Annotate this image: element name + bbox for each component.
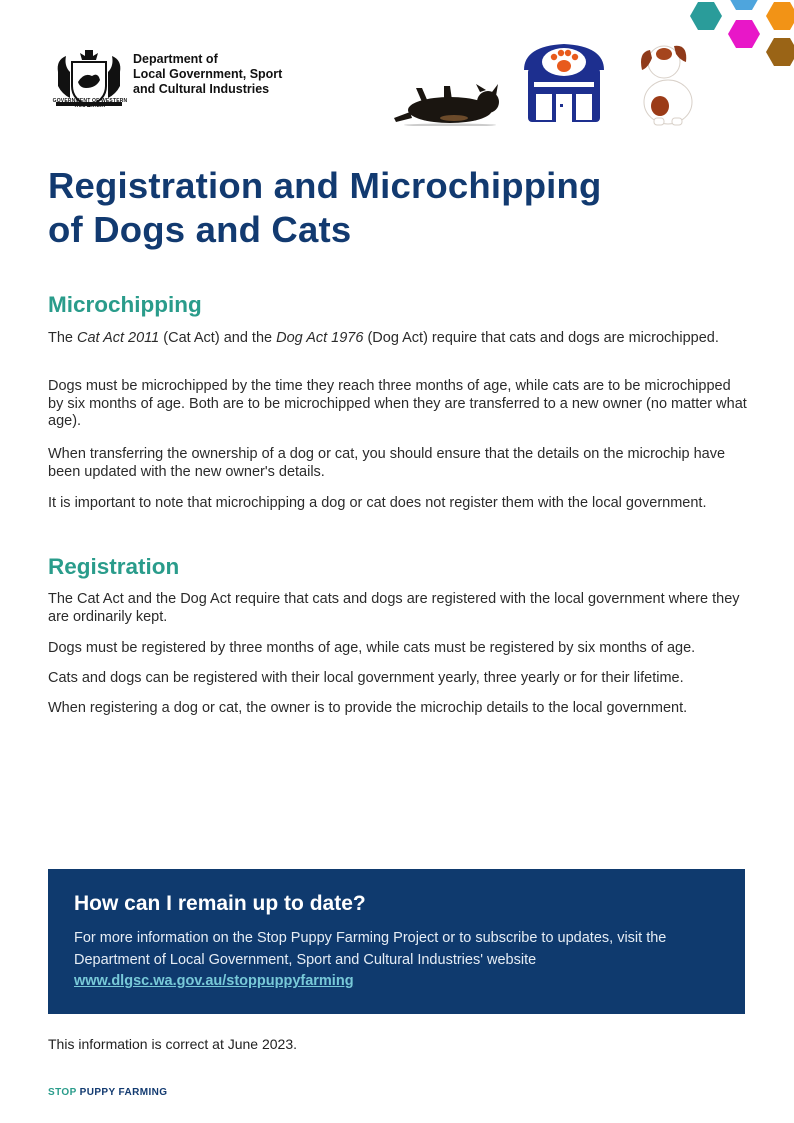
registration-heading: Registration	[48, 554, 180, 579]
black-dog-rolling-icon	[392, 80, 510, 126]
dog-act-title: Dog Act 1976	[276, 330, 364, 346]
department-name	[133, 52, 282, 97]
info-box-heading: How can I remain up to date?	[74, 892, 366, 915]
info-box-text	[74, 928, 734, 993]
stop-puppy-farming-brand	[48, 1086, 167, 1100]
text-run: (Dog Act) require that cats and dogs are microchipped.	[363, 330, 719, 346]
text-run: (Cat Act) and the	[159, 330, 277, 346]
microchipping-paragraph-2: Dogs must be microchipped by the time they reach three months of age, while cats are to be microchipped by six months of age. Both are to be microchipped when they are transferred to a new owner (no matter what age).	[48, 378, 747, 429]
pet-shop-icon	[518, 42, 610, 124]
info-box-body: For more information on the Stop Puppy Farming Project or to subscribe to updates, visit the Department of Local Government, Sport and Cultural Industries' website	[74, 930, 667, 968]
dlgsc-website-link[interactable]: www.dlgsc.wa.gov.au/stoppuppyfarming	[74, 973, 354, 989]
page-header	[0, 0, 794, 140]
microchipping-paragraph-4: It is important to note that microchipping a dog or cat does not register them with the local government.	[48, 495, 707, 511]
microchipping-paragraph-1	[48, 330, 748, 348]
brand-puppy-farming: PUPPY FARMING	[79, 1087, 168, 1098]
registration-paragraph-2: Dogs must be registered by three months of age, while cats must be registered by six months of age.	[48, 640, 696, 656]
department-name-line: Department of	[133, 52, 218, 66]
crest-caption: GOVERNMENT OF WESTERN AUSTRALIA	[52, 98, 128, 109]
registration-paragraph-4: When registering a dog or cat, the owner is to provide the microchip details to the local government.	[48, 700, 688, 716]
brand-stop: STOP	[48, 1087, 77, 1098]
page-title	[48, 164, 768, 252]
registration-paragraph-1: The Cat Act and the Dog Act require that cats and dogs are registered with the local government where they are ordinarily kept.	[48, 591, 740, 625]
microchipping-heading: Microchipping	[48, 292, 202, 317]
text-run: The	[48, 330, 78, 346]
update-info-box	[48, 869, 745, 1014]
decorative-hexagons-icon	[684, 0, 794, 80]
information-date-note: This information is correct at June 2023.	[48, 1036, 298, 1052]
cat-act-title: Cat Act 2011	[77, 330, 160, 346]
department-name-line: and Cultural Industries	[133, 82, 270, 96]
registration-paragraph-3: Cats and dogs can be registered with their local government yearly, three yearly or for their lifetime.	[48, 670, 684, 686]
microchipping-paragraph-3: When transferring the ownership of a dog or cat, you should ensure that the details on the microchip have been updated with the new owner's details.	[48, 446, 726, 480]
page-title-line: Registration and Microchipping	[48, 165, 602, 206]
page-title-line: of Dogs and Cats	[48, 209, 352, 250]
department-name-line: Local Government, Sport	[133, 67, 283, 81]
